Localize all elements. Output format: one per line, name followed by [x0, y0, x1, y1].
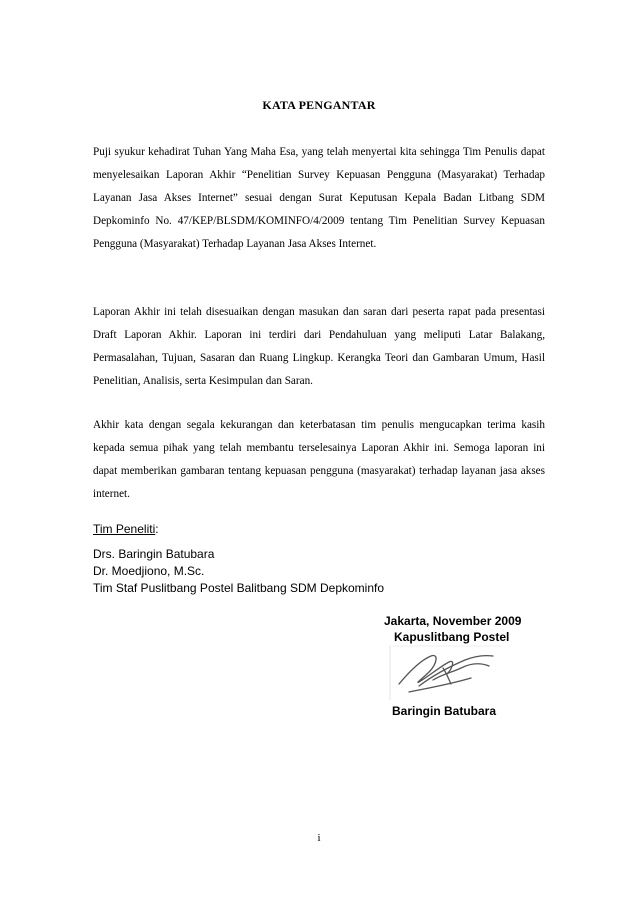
paragraph-2: Laporan Akhir ini telah disesuaikan dengan masukan dan saran dari peserta rapat pada presentasi Draft Laporan Akhir. Laporan ini terdiri dari Pendahuluan yang meliputi Latar Balakang, Permasalahan, Tujuan, Sasaran dan Ruang Lingkup. Kerangka Teori dan Gambaran Umum, Hasil Penelitian, Analisis, serta Kesimpulan dan Saran.: [93, 306, 545, 387]
page-number: i: [317, 832, 321, 844]
team-label: Tim Peneliti: [93, 522, 156, 536]
signature-place-date: Jakarta, November 2009: [384, 614, 522, 628]
signature-position: Kapuslitbang Postel: [394, 630, 510, 644]
page-title: KATA PENGANTAR: [262, 98, 376, 112]
team-member: Drs. Baringin Batubara: [93, 547, 215, 561]
team-heading: [93, 522, 159, 536]
team-colon: :: [155, 522, 159, 536]
team-member: Tim Staf Puslitbang Postel Balitbang SDM Depkominfo: [93, 581, 385, 595]
paragraph-3: Akhir kata dengan segala kekurangan dan keterbatasan tim penulis mengucapkan terima kasih kepada semua pihak yang telah membantu terselesainya Laporan Akhir ini. Semoga laporan ini dapat memberikan gambaran tentang kepuasan pengguna (masyarakat) terhadap layanan jasa akses internet.: [93, 419, 545, 500]
signature-name: Baringin Batubara: [392, 704, 497, 718]
handwritten-signature: [389, 644, 503, 702]
team-member: Dr. Moedjiono, M.Sc.: [93, 564, 205, 578]
paragraph-1: Puji syukur kehadirat Tuhan Yang Maha Esa, yang telah menyertai kita sehingga Tim Penulis dapat menyelesaikan Laporan Akhir “Penelitian Survey Kepuasan Pengguna (Masyarakat) Terhadap Layanan Jasa Akses Internet” sesuai dengan Surat Keputusan Kepala Badan Litbang SDM Depkominfo No. 47/KEP/BLSDM/KOMINFO/4/2009 tentang Tim Penelitian Survey Kepuasan Pengguna (Masyarakat) Terhadap Layanan Jasa Akses Internet.: [93, 146, 545, 250]
